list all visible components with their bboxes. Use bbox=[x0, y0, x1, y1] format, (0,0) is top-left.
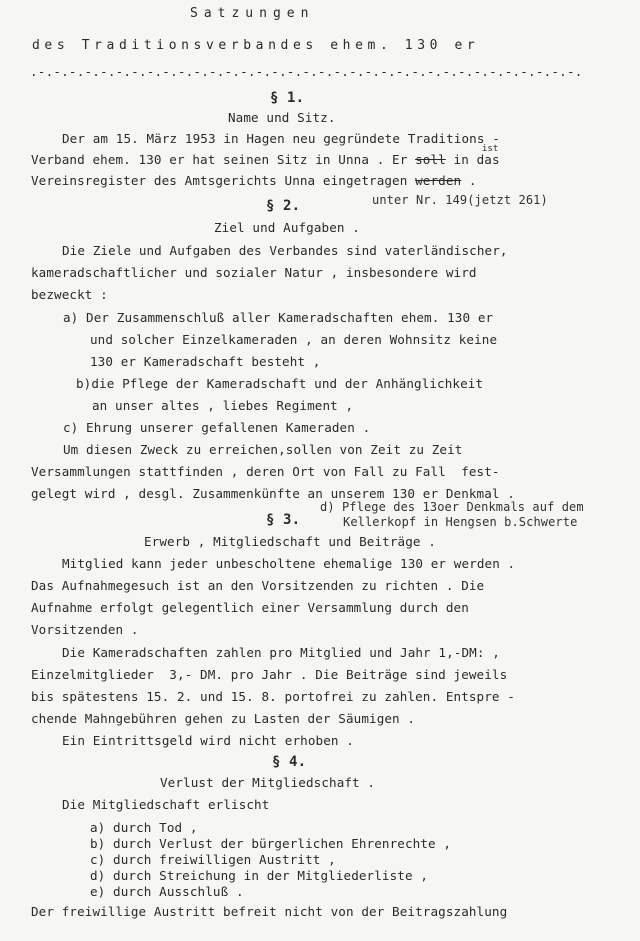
section-1-number: § 1. bbox=[270, 90, 305, 106]
section-3-line: chende Mahngebühren gehen zu Lasten der Säumigen . bbox=[31, 711, 416, 726]
section-4-item: c) durch freiwilligen Austritt , bbox=[90, 852, 336, 867]
section-3-title: Erwerb , Mitgliedschaft und Beiträge . bbox=[144, 534, 436, 549]
section-2-line: Um diesen Zweck zu erreichen,sollen von Zeit zu Zeit bbox=[63, 442, 463, 457]
section-4-number: § 4. bbox=[272, 754, 307, 770]
section-1-title: Name und Sitz. bbox=[228, 110, 336, 125]
section-1-line: Der am 15. März 1953 in Hagen neu gegründete Traditions - bbox=[62, 131, 500, 146]
section-4-line: Der freiwillige Austritt befreit nicht von der Beitragszahlung bbox=[31, 904, 508, 919]
section-3-line: bis spätestens 15. 2. und 15. 8. portofrei zu zahlen. Entspre - bbox=[31, 689, 515, 704]
section-4-item: b) durch Verlust der bürgerlichen Ehrenrechte , bbox=[90, 836, 452, 851]
section-4-item: e) durch Ausschluß . bbox=[90, 884, 244, 899]
doc-subtitle: des Traditionsverbandes ehem. 130 er bbox=[32, 38, 480, 53]
section-2-item: an unser altes , liebes Regiment , bbox=[92, 398, 354, 413]
section-2-item: 130 er Kameradschaft besteht , bbox=[90, 354, 321, 369]
section-2-line: kameradschaftlicher und sozialer Natur , insbesondere wird bbox=[31, 265, 477, 280]
section-2-item: b)die Pflege der Kameradschaft und der Anhänglichkeit bbox=[76, 376, 484, 391]
section-3-line: Die Kameradschaften zahlen pro Mitglied und Jahr 1,-DM: , bbox=[62, 645, 500, 660]
section-3-line: Vorsitzenden . bbox=[31, 622, 139, 637]
doc-title: Satzungen bbox=[190, 6, 315, 21]
handwritten-insert: ist bbox=[482, 144, 499, 154]
section-2-item: und solcher Einzelkameraden , an deren Wohnsitz keine bbox=[90, 332, 498, 347]
section-3-number: § 3. bbox=[266, 512, 301, 528]
section-3-line: Mitglied kann jeder unbescholtene ehemalige 130 er werden . bbox=[62, 556, 516, 571]
section-4-item: d) durch Streichung in der Mitgliederliste , bbox=[90, 868, 429, 883]
section-2-line: Die Ziele und Aufgaben des Verbandes sind vaterländischer, bbox=[62, 243, 508, 258]
section-1-line: Vereinsregister des Amtsgerichts Unna eingetragen werden . bbox=[31, 173, 477, 188]
section-2-number: § 2. bbox=[266, 198, 301, 214]
section-2-line: Versammlungen stattfinden , deren Ort von Fall zu Fall fest- bbox=[31, 464, 500, 479]
typed-note: d) Pflege des 13oer Denkmals auf dem bbox=[320, 500, 584, 514]
section-3-line: Aufnahme erfolgt gelegentlich einer Versammlung durch den bbox=[31, 600, 469, 615]
section-4-title: Verlust der Mitgliedschaft . bbox=[160, 775, 376, 790]
section-2-title: Ziel und Aufgaben . bbox=[214, 220, 360, 235]
separator-rule: .-.-.-.-.-.-.-.-.-.-.-.-.-.-.-.-.-.-.-.-.-.-.-.-.-.-.-.-.-.-.-.-.-.-.-. bbox=[30, 64, 583, 79]
section-3-line: Ein Eintrittsgeld wird nicht erhoben . bbox=[62, 733, 354, 748]
typed-note: unter Nr. 149(jetzt 261) bbox=[372, 193, 548, 207]
section-2-line: bezweckt : bbox=[31, 287, 108, 302]
section-3-line: Das Aufnahmegesuch ist an den Vorsitzenden zu richten . Die bbox=[31, 578, 485, 593]
typed-note: Kellerkopf in Hengsen b.Schwerte bbox=[343, 515, 578, 529]
section-3-line: Einzelmitglieder 3,- DM. pro Jahr . Die Beiträge sind jeweils bbox=[31, 667, 508, 682]
section-4-item: a) durch Tod , bbox=[90, 820, 198, 835]
section-2-line: gelegt wird , desgl. Zusammenkünfte an unserem 130 er Denkmal . bbox=[31, 486, 515, 501]
section-1-line: Verband ehem. 130 er hat seinen Sitz in Unna . Er soll in das bbox=[31, 152, 500, 167]
struck-word: soll bbox=[415, 152, 446, 167]
section-2-item: a) Der Zusammenschluß aller Kameradschaften ehem. 130 er bbox=[63, 310, 494, 325]
section-4-line: Die Mitgliedschaft erlischt bbox=[62, 797, 270, 812]
struck-word: werden bbox=[415, 173, 462, 188]
section-2-item: c) Ehrung unserer gefallenen Kameraden . bbox=[63, 420, 371, 435]
